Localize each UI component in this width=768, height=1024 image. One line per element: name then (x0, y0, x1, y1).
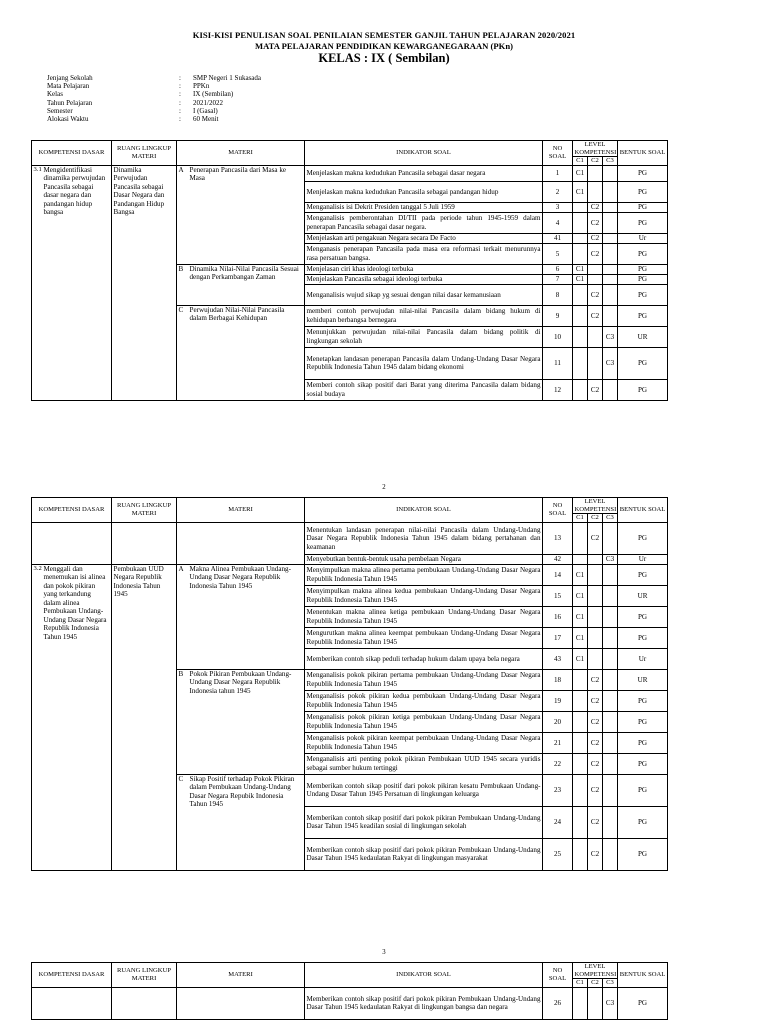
meta-value: I (Gasal) (193, 106, 218, 115)
level-c1-cell (573, 669, 588, 690)
page-number: 2 (382, 484, 386, 491)
no-soal-cell: 14 (543, 564, 573, 585)
level-c2-cell (588, 648, 603, 669)
level-c1-cell (573, 838, 588, 870)
document-title: KISI-KISI PENULISAN SOAL PENILAIAN SEMESTER GANJIL TAHUN PELAJARAN 2020/2021 (192, 30, 576, 40)
kompetensi-dasar (34, 565, 110, 642)
bentuk-soal-cell: Ur (618, 554, 668, 564)
level-c1-cell (573, 806, 588, 838)
meta-value: PPKn (193, 82, 210, 91)
level-c2-cell: C2 (588, 690, 603, 711)
document-class-title: KELAS : IX ( Sembilan) (318, 51, 450, 65)
level-c1-cell: C1 (573, 264, 588, 274)
level-c2-cell (588, 181, 603, 202)
level-c3-cell (603, 627, 618, 648)
indikator-cell: Menjelaskan Pancasila sebagai ideologi terbuka (305, 274, 543, 284)
level-c1-cell (573, 753, 588, 774)
bentuk-soal-cell: PG (618, 838, 668, 870)
level-c1-cell: C1 (573, 585, 588, 606)
materi-letter: A (178, 165, 184, 174)
level-c3-cell (603, 165, 618, 181)
meta-row (47, 74, 333, 82)
bentuk-soal-cell: PG (618, 305, 668, 326)
kisi-table-page-3 (31, 962, 668, 1020)
no-soal-cell: 41 (543, 233, 573, 243)
kompetensi-dasar (34, 166, 110, 217)
table-row (32, 165, 668, 181)
materi-letter: C (178, 774, 184, 783)
level-c2-cell: C2 (588, 806, 603, 838)
no-soal-cell: 15 (543, 585, 573, 606)
level-c1-cell (573, 305, 588, 326)
col-header-c2: C2 (588, 157, 603, 166)
level-c3-cell (603, 669, 618, 690)
indikator-cell: Memberikan contoh sikap positif dari pokok pikiran Pembukaan Undang-Undang Dasar Tahun 1945 keadilan sosial di lingkungan sekolah (305, 806, 543, 838)
no-soal-cell: 20 (543, 711, 573, 732)
level-c2-cell (588, 627, 603, 648)
level-c1-cell (573, 774, 588, 806)
kd-text: Menggali dan menemukan isi alinea dan pokok pikiran yang terkandung dalam alinea Pembukaan Undang-Undang Dasar Negara Republik Indonesia Tahun 1945 (43, 564, 107, 641)
level-c3-cell (603, 585, 618, 606)
col-header-materi: MATERI (177, 141, 305, 166)
no-soal-cell: 12 (543, 379, 573, 400)
materi (179, 265, 303, 282)
meta-key: Semester (47, 106, 73, 115)
indikator-cell: memberi contoh perwujudan nilai-nilai Pancasila dalam bidang hukum di kehidupan berbangsa bernegara (305, 305, 543, 326)
meta-key: Mata Pelajaran (47, 82, 90, 91)
level-c1-cell (573, 212, 588, 233)
indikator-cell: Menjelasan ciri khas ideologi terbuka (305, 264, 543, 274)
materi-letter: A (178, 564, 184, 573)
bentuk-soal-cell: PG (618, 564, 668, 585)
level-c2-cell (588, 554, 603, 564)
level-c3-cell (603, 711, 618, 732)
bentuk-soal-cell: PG (618, 690, 668, 711)
meta-separator: : (179, 74, 181, 82)
level-c1-cell: C1 (573, 606, 588, 627)
no-soal-cell: 17 (543, 627, 573, 648)
meta-value: 2021/2022 (193, 98, 223, 107)
indikator-cell: Memberikan contoh sikap peduli terhadap hukum dalam upaya bela negara (305, 648, 543, 669)
level-c3-cell (603, 202, 618, 212)
level-c3-cell (603, 648, 618, 669)
no-soal-cell: 8 (543, 284, 573, 305)
indikator-cell: Menentukan makna alinea ketiga pembukaan Undang-Undang Dasar Negara Republik Indonesia Tahun 1945 (305, 606, 543, 627)
col-header-kd: KOMPETENSI DASAR (32, 498, 112, 523)
kd-number: 3.1 (33, 165, 42, 173)
indikator-cell: Menyebutkan bentuk-bentuk usaha pembelaan Negara (305, 554, 543, 564)
bentuk-soal-cell: PG (618, 774, 668, 806)
level-c1-cell (573, 379, 588, 400)
no-soal-cell: 1 (543, 165, 573, 181)
level-c2-cell: C2 (588, 212, 603, 233)
bentuk-soal-cell: PG (618, 264, 668, 274)
materi (179, 306, 303, 323)
level-c1-cell (573, 243, 588, 264)
col-header-indikator: INDIKATOR SOAL (305, 141, 543, 166)
no-soal-cell: 11 (543, 347, 573, 379)
level-c2-cell: C2 (588, 522, 603, 554)
no-soal-cell: 7 (543, 274, 573, 284)
level-c2-cell: C2 (588, 379, 603, 400)
bentuk-soal-cell: PG (618, 243, 668, 264)
indikator-cell: Menganalisis pokok pikiran kedua pembukaan Undang-Undang Dasar Negara Republik Indonesia Tahun 1945 (305, 690, 543, 711)
meta-row (47, 99, 333, 107)
bentuk-soal-cell: PG (618, 806, 668, 838)
bentuk-soal-cell: UR (618, 326, 668, 347)
bentuk-soal-cell: PG (618, 379, 668, 400)
col-header-kd: KOMPETENSI DASAR (32, 963, 112, 988)
kisi-table-page-2 (31, 497, 668, 871)
indikator-cell: Menjelaskan arti pengakuan Negara secara De Facto (305, 233, 543, 243)
meta-row (47, 82, 333, 90)
level-c3-cell (603, 284, 618, 305)
level-c2-cell: C2 (588, 243, 603, 264)
no-soal-cell: 4 (543, 212, 573, 233)
bentuk-soal-cell: PG (618, 732, 668, 753)
indikator-cell: Memberi contoh sikap positif dari Barat yang diterima Pancasila dalam bidang sosial budaya (305, 379, 543, 400)
level-c3-cell (603, 243, 618, 264)
col-header-c2: C2 (588, 514, 603, 523)
materi-text: Dinamika Nilai-Nilai Pancasila Sesuai dengan Perkambangan Zaman (189, 264, 299, 282)
materi-cell (177, 987, 305, 1019)
col-header-no: NO SOAL (543, 963, 573, 988)
level-c2-cell (588, 326, 603, 347)
materi (179, 670, 303, 696)
bentuk-soal-cell: Ur (618, 648, 668, 669)
level-c1-cell (573, 326, 588, 347)
kompetensi-dasar-cell (32, 564, 112, 870)
indikator-cell: Menjelaskan makna kedudukan Pancasila sebagai pandangan hidup (305, 181, 543, 202)
ruang-lingkup-cell: Dinamika Perwujudan Pancasila sebagai Dasar Negara dan Pandangan Hidup Bangsa (112, 165, 177, 400)
meta-separator: : (179, 106, 181, 115)
level-c3-cell: C3 (603, 347, 618, 379)
level-c3-cell: C3 (603, 326, 618, 347)
ruang-lingkup-cell (112, 522, 177, 564)
no-soal-cell: 24 (543, 806, 573, 838)
level-c3-cell (603, 774, 618, 806)
level-c2-cell: C2 (588, 233, 603, 243)
col-header-ruang: RUANG LINGKUP MATERI (112, 963, 177, 988)
level-c2-cell (588, 274, 603, 284)
level-c2-cell (588, 987, 603, 1019)
level-c1-cell (573, 554, 588, 564)
level-c1-cell: C1 (573, 181, 588, 202)
no-soal-cell: 6 (543, 264, 573, 274)
level-c1-cell (573, 347, 588, 379)
level-c3-cell (603, 264, 618, 274)
level-c3-cell (603, 181, 618, 202)
indikator-cell: Menganalisis pokok pikiran keempat pembukaan Undang-Undang Dasar Negara Republik Indonesia Tahun 1945 (305, 732, 543, 753)
kompetensi-dasar-cell (32, 522, 112, 564)
meta-key: Tahun Pelajaran (47, 98, 93, 107)
col-header-c1: C1 (573, 979, 588, 988)
no-soal-cell: 13 (543, 522, 573, 554)
meta-value: 60 Menit (193, 114, 219, 123)
materi-letter: B (178, 264, 184, 273)
indikator-cell: Menentukan landasan penerapan nilai-nilai Pancasila dalam Undang-Undang Dasar Negara Republik Indonesia Tahun 1945 dalam bidang pertahanan dan keamanan (305, 522, 543, 554)
materi (179, 565, 303, 591)
bentuk-soal-cell: PG (618, 284, 668, 305)
indikator-cell: Menunjukkan perwujudan nilai-nilai Pancasila dalam bidang politik di lingkungan sekolah (305, 326, 543, 347)
level-c3-cell (603, 606, 618, 627)
ruang-lingkup-cell (112, 987, 177, 1019)
kd-text: Mengidentifikasi dinamika perwujudan Pancasila sebagai dasar negara dan pandangan hidup bangsa (43, 165, 106, 217)
no-soal-cell: 22 (543, 753, 573, 774)
bentuk-soal-cell: PG (618, 627, 668, 648)
level-c1-cell: C1 (573, 648, 588, 669)
bentuk-soal-cell: PG (618, 347, 668, 379)
indikator-cell: Menganalisis wujud sikap yg sesuai dengan nilai dasar kemanusiaan (305, 284, 543, 305)
level-c3-cell: C3 (603, 554, 618, 564)
level-c1-cell (573, 987, 588, 1019)
level-c1-cell (573, 284, 588, 305)
meta-row (47, 107, 333, 115)
meta-separator: : (179, 82, 181, 91)
materi-cell (177, 165, 305, 264)
meta-value: SMP Negeri 1 Sukasada (193, 74, 261, 82)
bentuk-soal-cell: PG (618, 606, 668, 627)
indikator-cell: Memberikan contoh sikap positif dari pokok pikiran Pembukaan Undang-Undang Dasar Tahun 1945 kedaulatan Rakyat di lingkungan bangsa dan negara (305, 987, 543, 1019)
document-meta (47, 74, 333, 123)
col-header-level: LEVEL KOMPETENSI (574, 963, 617, 978)
col-header-materi: MATERI (177, 963, 305, 988)
col-header-c3: C3 (603, 979, 618, 988)
level-c2-cell: C2 (588, 732, 603, 753)
level-c1-cell: C1 (573, 274, 588, 284)
no-soal-cell: 19 (543, 690, 573, 711)
bentuk-soal-cell: UR (618, 669, 668, 690)
materi-cell (177, 774, 305, 870)
ruang-lingkup-cell: Pembukaan UUD Negara Republik Indonesia Tahun 1945 (112, 564, 177, 870)
no-soal-cell: 2 (543, 181, 573, 202)
no-soal-cell: 18 (543, 669, 573, 690)
level-c3-cell (603, 305, 618, 326)
table-row (32, 564, 668, 585)
no-soal-cell: 10 (543, 326, 573, 347)
col-header-indikator: INDIKATOR SOAL (305, 498, 543, 523)
meta-row (47, 115, 333, 123)
indikator-cell: Menyimpulkan makna alinea kedua pembukaan Undang-Undang Dasar Negara Republik Indonesia Tahun 1945 (305, 585, 543, 606)
materi-text: Pokok Pikiran Pembukaan Undang-Undang Dasar Negara Republik Indonesia tahun 1945 (189, 669, 292, 695)
bentuk-soal-cell: PG (618, 522, 668, 554)
no-soal-cell: 23 (543, 774, 573, 806)
meta-separator: : (179, 90, 181, 99)
bentuk-soal-cell: Ur (618, 233, 668, 243)
col-header-kd: KOMPETENSI DASAR (32, 141, 112, 166)
level-c3-cell (603, 806, 618, 838)
indikator-cell: Menganalisis pokok pikiran ketiga pembukaan Undang-Undang Dasar Negara Republik Indonesia Tahun 1945 (305, 711, 543, 732)
materi-cell (177, 522, 305, 564)
meta-key: Kelas (47, 90, 63, 99)
level-c3-cell (603, 564, 618, 585)
indikator-cell: Mengurutkan makna alinea keempat pembukaan Undang-Undang Dasar Negara Republik Indonesia Tahun 1945 (305, 627, 543, 648)
bentuk-soal-cell: PG (618, 987, 668, 1019)
level-c2-cell: C2 (588, 774, 603, 806)
level-c2-cell (588, 347, 603, 379)
materi-cell (177, 564, 305, 669)
bentuk-soal-cell: PG (618, 181, 668, 202)
page-number: 3 (382, 949, 386, 956)
col-header-bentuk: BENTUK SOAL (618, 141, 668, 166)
materi-text: Perwujudan Nilai-Nilai Pancasila dalam Berbagai Kehidupan (189, 305, 285, 323)
level-c2-cell (588, 564, 603, 585)
level-c2-cell: C2 (588, 284, 603, 305)
bentuk-soal-cell: PG (618, 212, 668, 233)
materi (179, 775, 303, 809)
materi-letter: C (178, 305, 184, 314)
col-header-ruang: RUANG LINGKUP MATERI (112, 141, 177, 166)
level-c1-cell (573, 233, 588, 243)
level-c3-cell (603, 732, 618, 753)
table-row (32, 987, 668, 1019)
indikator-cell: Menyimpulkan makna alinea pertama pembukaan Undang-Undang Dasar Negara Republik Indonesia Tahun 1945 (305, 564, 543, 585)
indikator-cell: Menganalisis arti penting pokok pikiran Pembukaan UUD 1945 secara yuridis sebagai sumber hukum tertinggi (305, 753, 543, 774)
no-soal-cell: 21 (543, 732, 573, 753)
col-header-ruang: RUANG LINGKUP MATERI (112, 498, 177, 523)
materi-cell (177, 305, 305, 400)
level-c3-cell (603, 690, 618, 711)
level-c1-cell (573, 711, 588, 732)
kd-number: 3.2 (33, 564, 42, 572)
meta-row (47, 90, 333, 98)
bentuk-soal-cell: PG (618, 274, 668, 284)
kisi-table-page-1 (31, 140, 668, 401)
level-c1-cell: C1 (573, 627, 588, 648)
level-c1-cell (573, 202, 588, 212)
level-c2-cell (588, 165, 603, 181)
indikator-cell: Memberikan contoh sikap positif dari pokok pikiran kesatu Pembukaan Undang-Undang Dasar Tahun 1945 Persatuan di lingkungan keluarga (305, 774, 543, 806)
col-header-c3: C3 (603, 157, 618, 166)
level-c2-cell: C2 (588, 753, 603, 774)
header-row (32, 963, 668, 979)
level-c1-cell (573, 732, 588, 753)
col-header-level: LEVEL KOMPETENSI (574, 498, 617, 513)
no-soal-cell: 25 (543, 838, 573, 870)
header-row (32, 498, 668, 514)
level-c3-cell (603, 212, 618, 233)
table-row (32, 522, 668, 554)
header-row (32, 141, 668, 157)
col-header-bentuk: BENTUK SOAL (618, 963, 668, 988)
level-c2-cell: C2 (588, 669, 603, 690)
level-c3-cell (603, 233, 618, 243)
meta-key: Alokasi Waktu (47, 114, 89, 123)
indikator-cell: Memberikan contoh sikap positif dari pokok pikiran Pembukaan Undang-Undang Dasar Tahun 1945 kedaulatan Rakyat di lingkungan masyarakat (305, 838, 543, 870)
indikator-cell: Menjelaskan makna kedudukan Pancasila sebagai dasar negara (305, 165, 543, 181)
col-header-c2: C2 (588, 979, 603, 988)
materi-text: Makna Alinea Pembukaan Undang-Undang Dasar Negara Republik Indonesia Tahun 1945 (189, 564, 291, 590)
col-header-bentuk: BENTUK SOAL (618, 498, 668, 523)
bentuk-soal-cell: UR (618, 585, 668, 606)
level-c2-cell (588, 606, 603, 627)
document-subtitle: MATA PELAJARAN PENDIDIKAN KEWARGANEGARAAN (PKn) (255, 41, 513, 51)
meta-key: Jenjang Sekolah (47, 74, 93, 82)
level-c1-cell: C1 (573, 564, 588, 585)
indikator-cell: Menganasis penerapan Pancasila pada masa era reformasi terkait menurunnya rasa persatuan bangsa. (305, 243, 543, 264)
level-c3-cell (603, 379, 618, 400)
level-c2-cell: C2 (588, 711, 603, 732)
materi (179, 166, 303, 183)
col-header-c3: C3 (603, 514, 618, 523)
level-c3-cell (603, 838, 618, 870)
meta-separator: : (179, 114, 181, 123)
bentuk-soal-cell: PG (618, 753, 668, 774)
indikator-cell: Menganalisis pokok pikiran pertama pembukaan Undang-Undang Dasar Negara Republik Indonesia Tahun 1945 (305, 669, 543, 690)
materi-cell (177, 264, 305, 305)
indikator-cell: Menetapkan landasan penerapan Pancasila dalam Undang-Undang Dasar Negara Republik Indonesia Tahun 1945 dalam bidang ekonomi (305, 347, 543, 379)
level-c1-cell (573, 690, 588, 711)
col-header-indikator: INDIKATOR SOAL (305, 963, 543, 988)
level-c1-cell: C1 (573, 165, 588, 181)
bentuk-soal-cell: PG (618, 202, 668, 212)
col-header-materi: MATERI (177, 498, 305, 523)
kompetensi-dasar-cell (32, 987, 112, 1019)
col-header-c1: C1 (573, 514, 588, 523)
col-header-level: LEVEL KOMPETENSI (574, 141, 617, 156)
meta-separator: : (179, 98, 181, 107)
level-c3-cell: C3 (603, 987, 618, 1019)
level-c1-cell (573, 522, 588, 554)
level-c2-cell: C2 (588, 838, 603, 870)
no-soal-cell: 42 (543, 554, 573, 564)
level-c2-cell: C2 (588, 202, 603, 212)
materi-cell (177, 669, 305, 774)
level-c2-cell (588, 264, 603, 274)
indikator-cell: Menganalisis isi Dekrit Presiden tanggal 5 Juli 1959 (305, 202, 543, 212)
no-soal-cell: 5 (543, 243, 573, 264)
no-soal-cell: 9 (543, 305, 573, 326)
level-c2-cell (588, 585, 603, 606)
bentuk-soal-cell: PG (618, 165, 668, 181)
materi-text: Penerapan Pancasila dari Masa ke Masa (189, 165, 287, 183)
materi-letter: B (178, 669, 184, 678)
no-soal-cell: 43 (543, 648, 573, 669)
level-c3-cell (603, 274, 618, 284)
no-soal-cell: 26 (543, 987, 573, 1019)
col-header-no: NO SOAL (543, 141, 573, 166)
indikator-cell: Menganalisis pemberontahan DI/TII pada periode tahun 1945-1959 dalam penerapan Pancasila sebagai dasar negara. (305, 212, 543, 233)
materi-text: Sikap Positif terhadap Pokok Pikiran dalam Pembukaan Undang-Undang Dasar Negara Repubik Indonesia Tahun 1945 (189, 774, 295, 809)
level-c2-cell: C2 (588, 305, 603, 326)
bentuk-soal-cell: PG (618, 711, 668, 732)
col-header-no: NO SOAL (543, 498, 573, 523)
level-c3-cell (603, 522, 618, 554)
level-c3-cell (603, 753, 618, 774)
no-soal-cell: 3 (543, 202, 573, 212)
col-header-c1: C1 (573, 157, 588, 166)
meta-value: IX (Sembilan) (193, 90, 234, 99)
no-soal-cell: 16 (543, 606, 573, 627)
kompetensi-dasar-cell (32, 165, 112, 400)
